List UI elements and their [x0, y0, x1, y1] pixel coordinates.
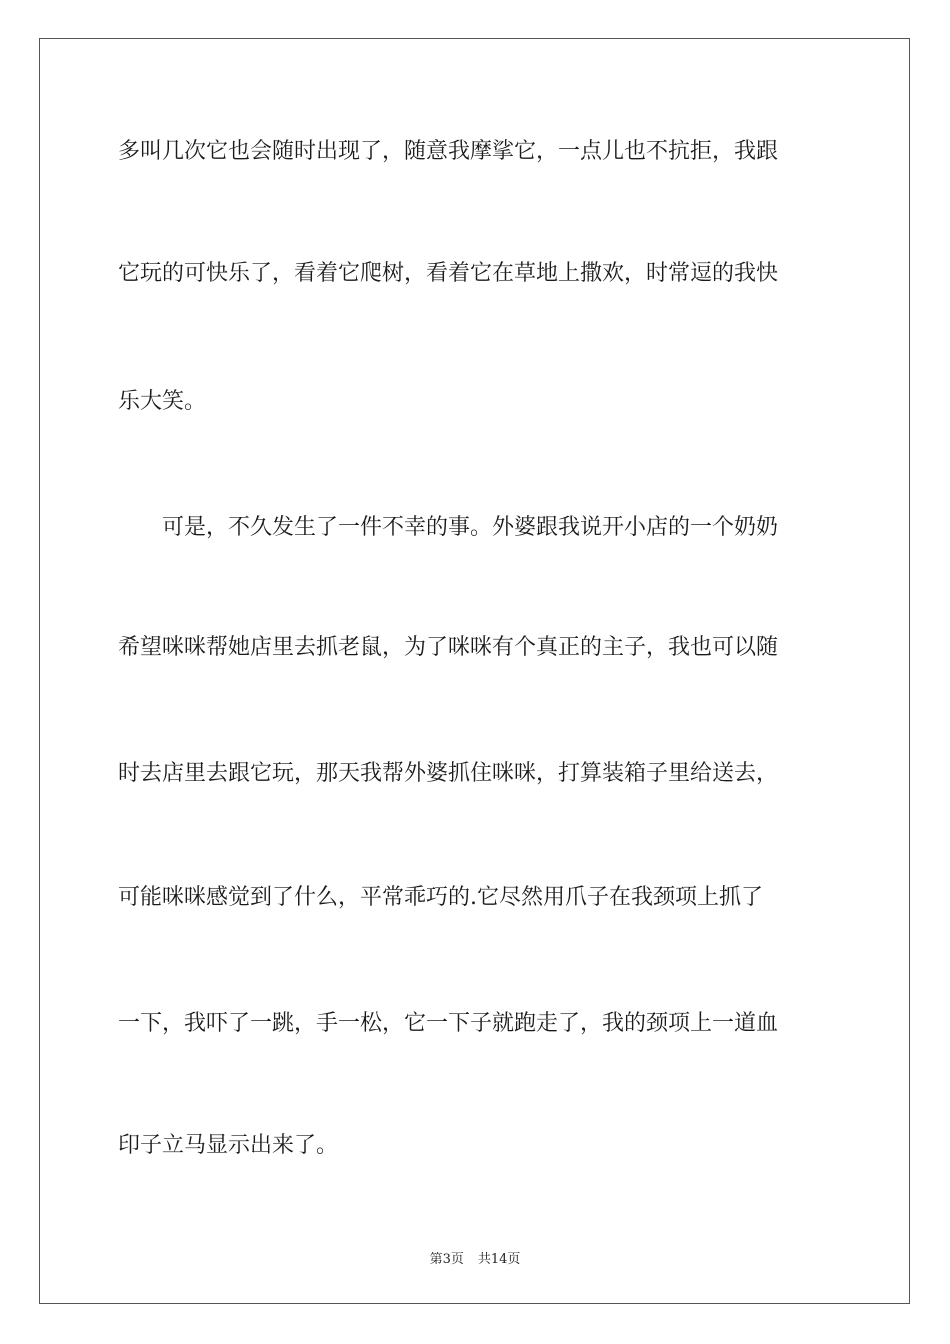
text-line: 可能咪咪感觉到了什么，平常乖巧的.它尽然用爪子在我颈项上抓了	[118, 885, 763, 910]
text-line: 乐大笑。	[118, 389, 207, 414]
text-line: 希望咪咪帮她店里去抓老鼠，为了咪咪有个真正的主子，我也可以随	[118, 635, 779, 660]
text-line: 时去店里去跟它玩，那天我帮外婆抓住咪咪，打算装箱子里给送去，	[118, 761, 779, 786]
text-line: 一下，我吓了一跳，手一松，它一下子就跑走了，我的颈项上一道血	[118, 1011, 779, 1036]
page-border	[39, 38, 910, 1304]
text-line: 多叫几次它也会随时出现了，随意我摩挲它，一点儿也不抗拒，我跟	[118, 139, 779, 164]
page-footer	[0, 1248, 950, 1267]
page-total: 共14页	[477, 1252, 521, 1267]
text-line: 印子立马显示出来了。	[118, 1133, 339, 1158]
text-line: 可是，不久发生了一件不幸的事。外婆跟我说开小店的一个奶奶	[118, 515, 779, 540]
page-number: 第3页	[429, 1252, 464, 1267]
text-line: 它玩的可快乐了，看着它爬树，看着它在草地上撒欢，时常逗的我快	[118, 261, 779, 286]
